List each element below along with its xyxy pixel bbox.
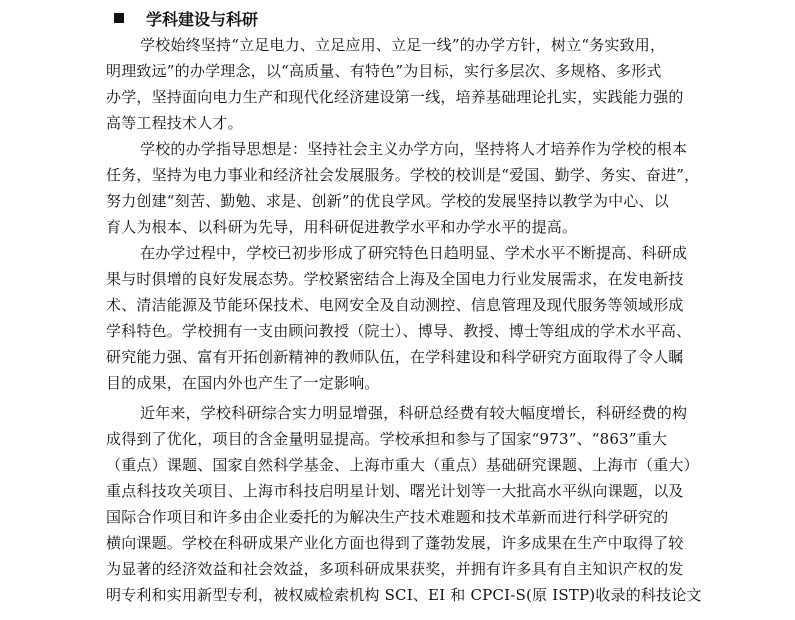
text-line: 术、清洁能源及节能环保技术、电网安全及自动测控、信息管理及现代服务等领域形成 — [106, 296, 684, 314]
text-line: 努力创建“刻苦、勤勉、求是、创新”的优良学风。学校的发展坚持以教学为中心、以 — [106, 192, 669, 210]
text-line: 横向课题。学校在科研成果产业化方面也得到了蓬勃发展，许多成果在生产中取得了较 — [106, 534, 684, 552]
square-bullet-icon — [114, 13, 124, 23]
text-line: 成得到了优化，项目的含金量明显提高。学校承担和参与了国家“973”、“863”重大 — [106, 430, 668, 448]
text-line: 学校始终坚持“立足电力、立足应用、立足一线”的办学方针，树立“务实致用， — [140, 36, 666, 54]
text-line: 为显著的经济效益和社会效益，多项科研成果获奖，并拥有许多具有自主知识产权的发 — [106, 560, 684, 578]
text-line: 重点科技攻关项目、上海市科技启明星计划、曙光计划等一大批高水平纵向课题，以及 — [106, 482, 684, 500]
text-line: 学科特色。学校拥有一支由顾问教授（院士）、博导、教授、博士等组成的学术水平高、 — [106, 322, 692, 340]
text-line: 在办学过程中，学校已初步形成了研究特色日趋明显、学术水平不断提高、科研成 — [140, 244, 688, 262]
text-line: 育人为根本、以科研为先导，用科研促进教学水平和办学水平的提高。 — [106, 218, 578, 236]
text-line: 目的成果，在国内外也产生了一定影响。 — [106, 374, 380, 392]
section-heading — [114, 7, 258, 29]
text-line: （重点）课题、国家自然科学基金、上海市重大（重点）基础研究课题、上海市（重大） — [106, 456, 699, 474]
text-line: 国际合作项目和许多由企业委托的为解决生产技术难题和技术革新而进行科学研究的 — [106, 508, 669, 526]
text-line: 明理致远”的办学理念，以“高质量、有特色”为目标，实行多层次、多规格、多形式 — [106, 62, 662, 80]
text-line: 任务，坚持为电力事业和经济社会发展服务。学校的校训是“爱国、勤学、务实、奋进”， — [106, 166, 700, 184]
section-title: 学科建设与科研 — [146, 9, 259, 29]
text-line: 近年来，学校科研综合实力明显增强，科研总经费有较大幅度增长，科研经费的构 — [140, 404, 688, 422]
text-line: 果与时俱增的良好发展态势。学校紧密结合上海及全国电力行业发展需求，在发电新技 — [106, 270, 684, 288]
text-line: 研究能力强、富有开拓创新精神的教师队伍，在学科建设和科学研究方面取得了令人瞩 — [106, 348, 684, 366]
text-line: 学校的办学指导思想是：坚持社会主义办学方向，坚持将人才培养作为学校的根本 — [140, 140, 688, 158]
text-line: 高等工程技术人才。 — [106, 114, 243, 132]
text-line: 办学，坚持面向电力生产和现代化经济建设第一线，培养基础理论扎实，实践能力强的 — [106, 88, 684, 106]
text-line: 明专利和实用新型专利，被权威检索机构 SCI、EI 和 CPCI-S(原 ISTP)收录的科技论文 — [106, 586, 702, 604]
